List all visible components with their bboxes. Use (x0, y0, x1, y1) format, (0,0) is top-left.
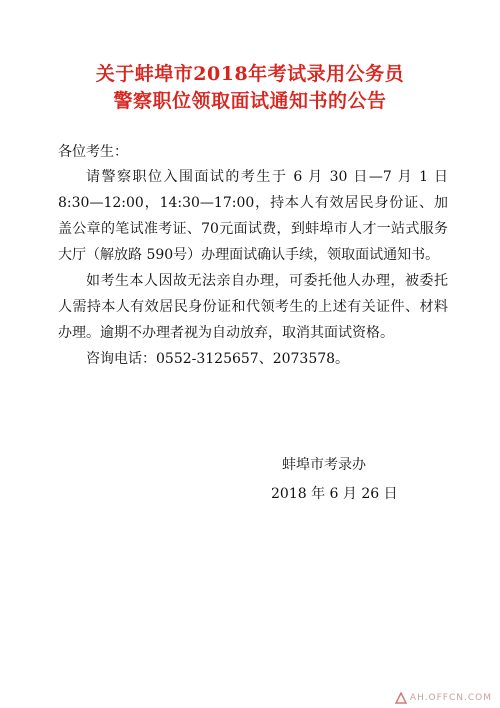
issue-date: 2018 年 6 月 26 日 (271, 486, 398, 502)
paragraph-contact: 咨询电话：0552-3125657、2073578。 (86, 351, 350, 367)
issuer-signature: 蚌埠市考录办 (282, 457, 366, 473)
greeting: 各位考生： (58, 144, 128, 160)
title-line-1: 关于蚌埠市2018年考试录用公务员 (95, 63, 405, 85)
watermark (395, 692, 492, 704)
offcn-logo-icon (395, 692, 407, 704)
paragraph-proxy: 如考生本人因故无法亲自办理，可委托他人办理，被委托人需持本人有效居民身份证和代领考生的上述有关证件、材料办理。逾期不办理者视为自动放弃，取消其面试资格。 (58, 273, 448, 341)
watermark-text: AH.OFFCN.COM (409, 693, 492, 703)
paragraph-instructions: 请警察职位入围面试的考生于 6 月 30 日—7 月 1 日 8:30—12:00，14:30—17:00，持本人有效居民身份证、加盖公章的笔试准考证、70元面试费，到蚌埠市人才一站式服务大厅（解放路 590号）办理面试确认手续，领取面试通知书。 (58, 169, 448, 263)
title-line-2: 警察职位领取面试通知书的公告 (113, 90, 387, 112)
